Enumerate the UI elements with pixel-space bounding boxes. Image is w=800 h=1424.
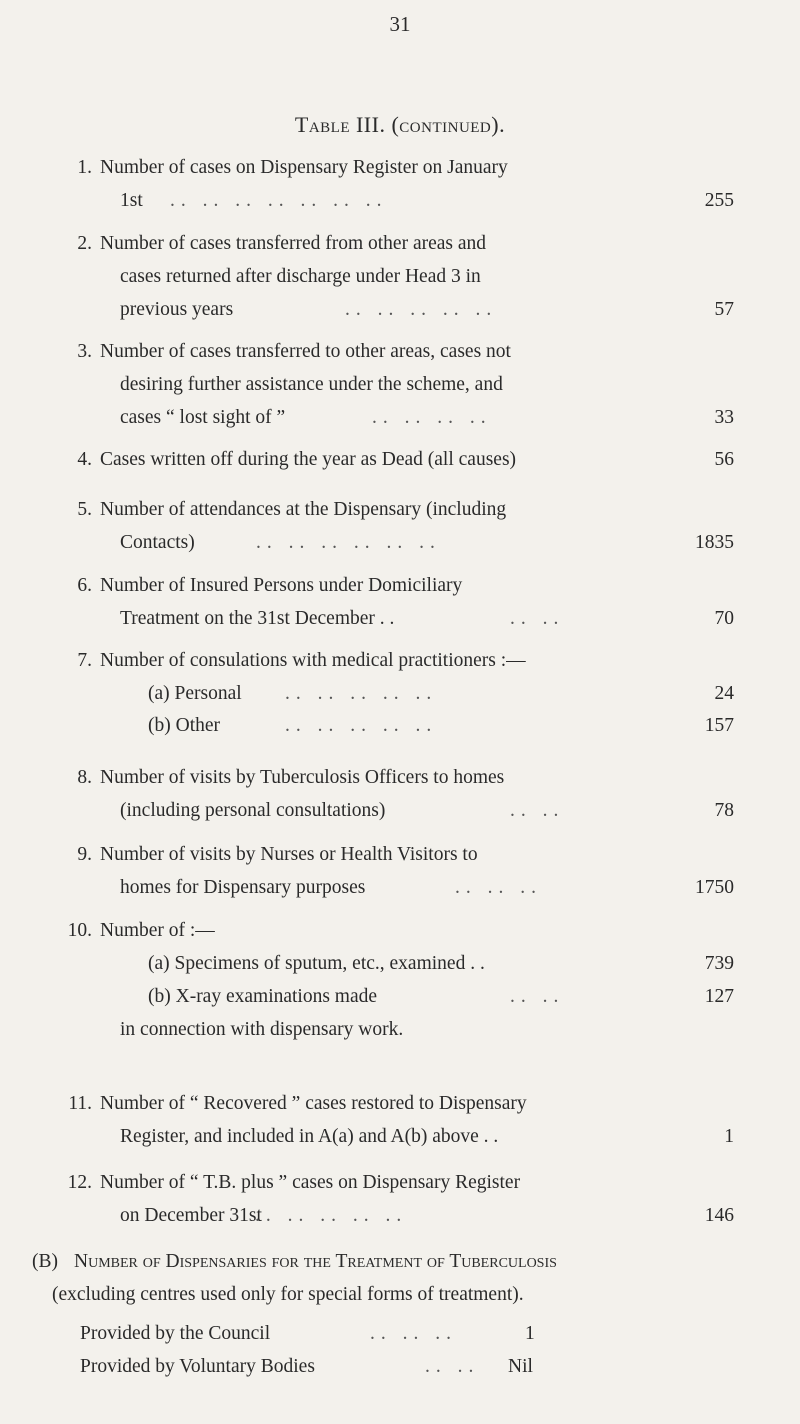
leader-dots: .. .. .. .. <box>372 407 492 428</box>
item-number: 10. <box>67 920 92 941</box>
item-text: Number of “ Recovered ” cases restored to Dispensary <box>100 1093 527 1114</box>
item-text: on December 31st <box>120 1205 262 1226</box>
item-text: (b) X-ray examinations made <box>148 986 378 1007</box>
item-value: 78 <box>714 800 734 821</box>
leader-dots: .. .. <box>510 986 565 1007</box>
item-text: (b) Other <box>148 715 221 736</box>
leader-dots: .. .. <box>510 608 565 629</box>
item-value: 127 <box>704 986 734 1007</box>
item-text: in connection with dispensary work. <box>120 1019 404 1040</box>
section-heading: Number of Dispensaries for the Treatment of Tuberculosis <box>74 1251 557 1272</box>
section-row-value: 1 <box>525 1323 535 1344</box>
item-number: 6. <box>77 575 92 596</box>
item-number: 4. <box>77 449 92 470</box>
item-value: 255 <box>704 190 734 211</box>
leader-dots: .. .. <box>510 800 565 821</box>
item-text: cases “ lost sight of ” <box>120 407 286 428</box>
item-text: Number of consulations with medical practitioners :— <box>100 650 526 671</box>
item-value: 146 <box>704 1205 734 1226</box>
item-text: cases returned after discharge under Head 3 in <box>120 266 481 287</box>
item-text: Number of visits by Tuberculosis Officers to homes <box>100 767 505 788</box>
item-text: Number of Insured Persons under Domiciliary <box>100 575 463 596</box>
item-number: 12. <box>67 1172 92 1193</box>
item-text: Treatment on the 31st December . . <box>120 608 395 629</box>
leader-dots: .. .. .. .. .. <box>285 715 438 736</box>
item-value: 157 <box>704 715 734 736</box>
item-text: Cases written off during the year as Dead (all causes) <box>100 449 517 470</box>
item-value: 70 <box>714 608 734 629</box>
leader-dots: .. .. .. <box>370 1323 457 1344</box>
item-text: Register, and included in A(a) and A(b) above . . <box>120 1126 499 1147</box>
item-text: Number of attendances at the Dispensary (including <box>100 499 507 520</box>
item-number: 8. <box>77 767 92 788</box>
section-row-label: Provided by Voluntary Bodies <box>80 1356 315 1377</box>
leader-dots: .. .. .. .. .. <box>345 299 498 320</box>
item-value: 1750 <box>695 877 734 898</box>
item-text: Number of visits by Nurses or Health Visitors to <box>100 844 478 865</box>
section-row-label: Provided by the Council <box>80 1323 271 1344</box>
item-text: Number of :— <box>100 920 215 941</box>
leader-dots: .. .. .. .. .. .. .. <box>170 190 388 211</box>
item-value: 24 <box>714 683 734 704</box>
leader-dots: .. .. .. .. .. <box>255 1205 408 1226</box>
item-text: desiring further assistance under the scheme, and <box>120 374 503 395</box>
section-row-value: Nil <box>508 1356 533 1377</box>
item-text: Number of cases on Dispensary Register on January <box>100 157 508 178</box>
item-value: 739 <box>704 953 734 974</box>
leader-dots: .. .. <box>425 1356 480 1377</box>
item-number: 9. <box>77 844 92 865</box>
table-title: Table III. (continued). <box>294 112 506 137</box>
section-label: (B) <box>32 1251 58 1272</box>
item-value: 56 <box>714 449 734 470</box>
item-text: Number of cases transferred to other areas, cases not <box>100 341 511 362</box>
item-text: Number of “ T.B. plus ” cases on Dispensary Register <box>100 1172 521 1193</box>
item-text: (a) Specimens of sputum, etc., examined . . <box>148 953 485 974</box>
item-number: 11. <box>68 1093 92 1114</box>
item-value: 57 <box>714 299 734 320</box>
section-subheading: (excluding centres used only for special forms of treatment). <box>52 1284 524 1305</box>
item-number: 3. <box>77 341 92 362</box>
item-number: 2. <box>77 233 92 254</box>
leader-dots: .. .. .. <box>455 877 542 898</box>
item-number: 7. <box>77 650 92 671</box>
item-text: previous years <box>120 299 234 320</box>
leader-dots: .. .. .. .. .. .. <box>256 532 441 553</box>
leader-dots: .. .. .. .. .. <box>285 683 438 704</box>
item-value: 33 <box>714 407 734 428</box>
page-number: 31 <box>389 12 411 36</box>
item-value: 1 <box>724 1126 734 1147</box>
item-number: 5. <box>77 499 92 520</box>
item-value: 1835 <box>695 532 734 553</box>
item-number: 1. <box>77 157 92 178</box>
item-text: Number of cases transferred from other areas and <box>100 233 487 254</box>
item-text: Contacts) <box>120 532 195 553</box>
item-text: homes for Dispensary purposes <box>120 877 366 898</box>
item-text: 1st <box>120 190 143 211</box>
item-text: (a) Personal <box>148 683 242 704</box>
item-text: (including personal consultations) <box>120 800 386 821</box>
